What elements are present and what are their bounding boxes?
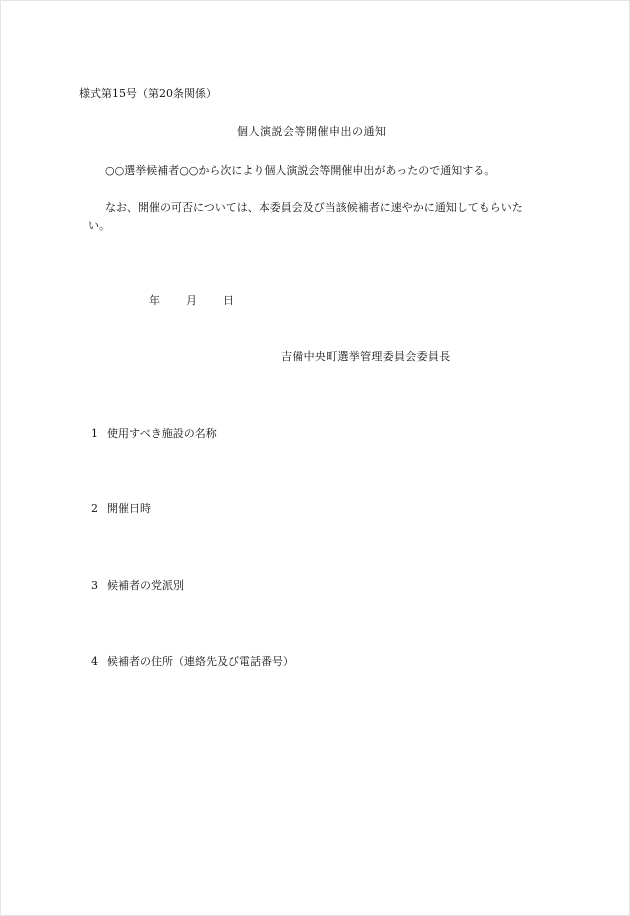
item-number: 3 bbox=[91, 579, 98, 592]
item-label: 候補者の住所（連絡先及び電話番号） bbox=[107, 655, 294, 668]
list-item bbox=[91, 655, 294, 669]
list-item bbox=[91, 427, 217, 441]
list-item bbox=[91, 579, 184, 593]
item-number: 2 bbox=[91, 502, 98, 515]
request-paragraph-line2: い。 bbox=[88, 219, 110, 232]
form-number: 様式第15号（第20条関係） bbox=[79, 87, 217, 100]
date-year: 年 bbox=[149, 294, 160, 307]
document-title: 個人演説会等開催申出の通知 bbox=[237, 125, 387, 138]
request-paragraph-line1: なお、開催の可否については、本委員会及び当該候補者に速やかに通知してもらいた bbox=[105, 201, 523, 214]
notice-paragraph: ○○選挙候補者○○から次により個人演説会等開催申出があったので通知する。 bbox=[105, 164, 496, 177]
signer-title: 吉備中央町選挙管理委員会委員長 bbox=[281, 350, 451, 363]
date-day: 日 bbox=[223, 294, 234, 307]
item-number: 4 bbox=[91, 655, 98, 668]
item-number: 1 bbox=[91, 427, 98, 440]
list-item bbox=[91, 502, 151, 516]
date-line bbox=[149, 294, 234, 308]
item-label: 使用すべき施設の名称 bbox=[107, 427, 217, 440]
date-month: 月 bbox=[186, 294, 197, 307]
item-label: 候補者の党派別 bbox=[107, 579, 184, 592]
item-label: 開催日時 bbox=[107, 502, 151, 515]
